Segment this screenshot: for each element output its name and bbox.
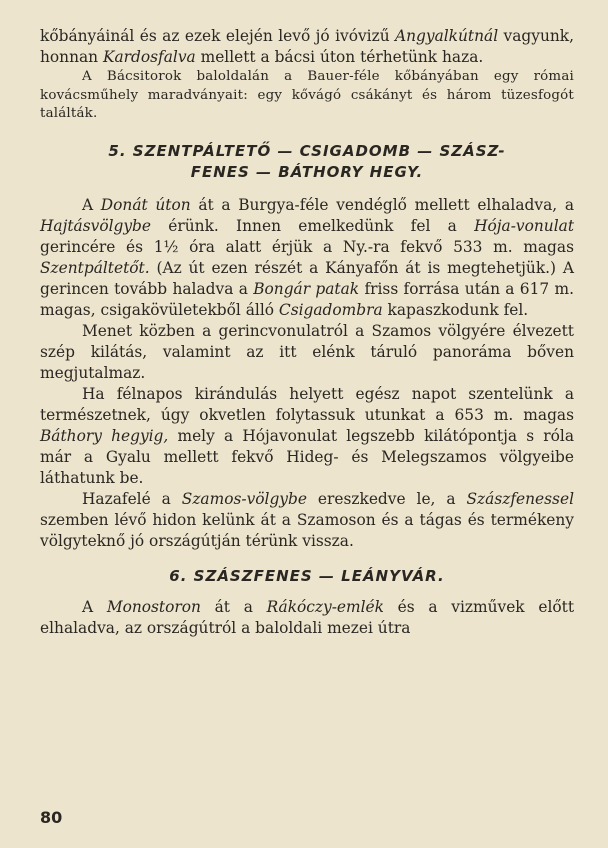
paragraph-full-day: Ha félnapos kirándulás helyett egész napot szentelünk a természetnek, úgy okvetlen folytassuk utunkat a 653 m. magas Báthory hegyig, mely a Hójavonulat legszebb kilátópontja s róla már a Gyalu mellett fekvő Hideg- és Melegszamos völgyeibe láthatunk be. <box>40 384 574 487</box>
page-number: 80 <box>40 808 63 827</box>
paragraph-intro: kőbányáinál és az ezek elején levő jó ivóvizű Angyalkútnál vagyunk, honnan Kardosfalva mellett a bácsi úton térhetünk haza. <box>40 27 574 66</box>
paragraph-return: Hazafelé a Szamos-völgybe ereszkedve le, a Szászfenessel szemben lévő hidon kelünk át a Szamoson és a tágas és termékeny völgyteknő jó országútján térünk vissza. <box>40 489 574 550</box>
paragraph-route-5: A Donát úton át a Burgya-féle vendéglő mellett elhaladva, a Hajtásvölgybe érünk. Innen emelkedünk fel a Hója-vonulat gerincére és 1½ óra alatt érjük a Ny.-ra fekvő 533 m. magas Szentpáltetőt. (Az út ezen részét a Kányafőn át is megtehetjük.) A gerincen tovább haladva a Bongár patak friss forrása után a 617 m. magas, csigakövületekből álló Csigadombra kapaszkodunk fel. <box>40 195 575 319</box>
paragraph-route-6: A Monostoron át a Rákóczy-emlék és a vizművek előtt elhaladva, az országútról a baloldali mezei útra <box>40 597 575 637</box>
small-print-block <box>40 68 574 124</box>
place-angyalkut: Angyalkútnál <box>395 27 499 45</box>
paragraph-view: Menet közben a gerincvonulatról a Szamos völgyére élvezett szép kilátás, valamint az itt elénk táruló panoráma bőven megjutalmaz. <box>40 321 574 382</box>
page-body <box>40 26 574 639</box>
section-heading-6: 6. SZÁSZFENES — LEÁNYVÁR. <box>169 566 445 585</box>
paragraph-roman-find: A Bácsitorok baloldalán a Bauer-féle kőbányában egy római kovácsműhely maradványait: egy kővágó csákányt és három tüzesfogót találták. <box>40 69 574 121</box>
place-kardosfalva: Kardosfalva <box>102 48 196 66</box>
section-heading-5: 5. SZENTPÁLTETŐ — CSIGADOMB — SZÁSZ- FENES — BÁTHORY HEGY. <box>108 141 506 181</box>
